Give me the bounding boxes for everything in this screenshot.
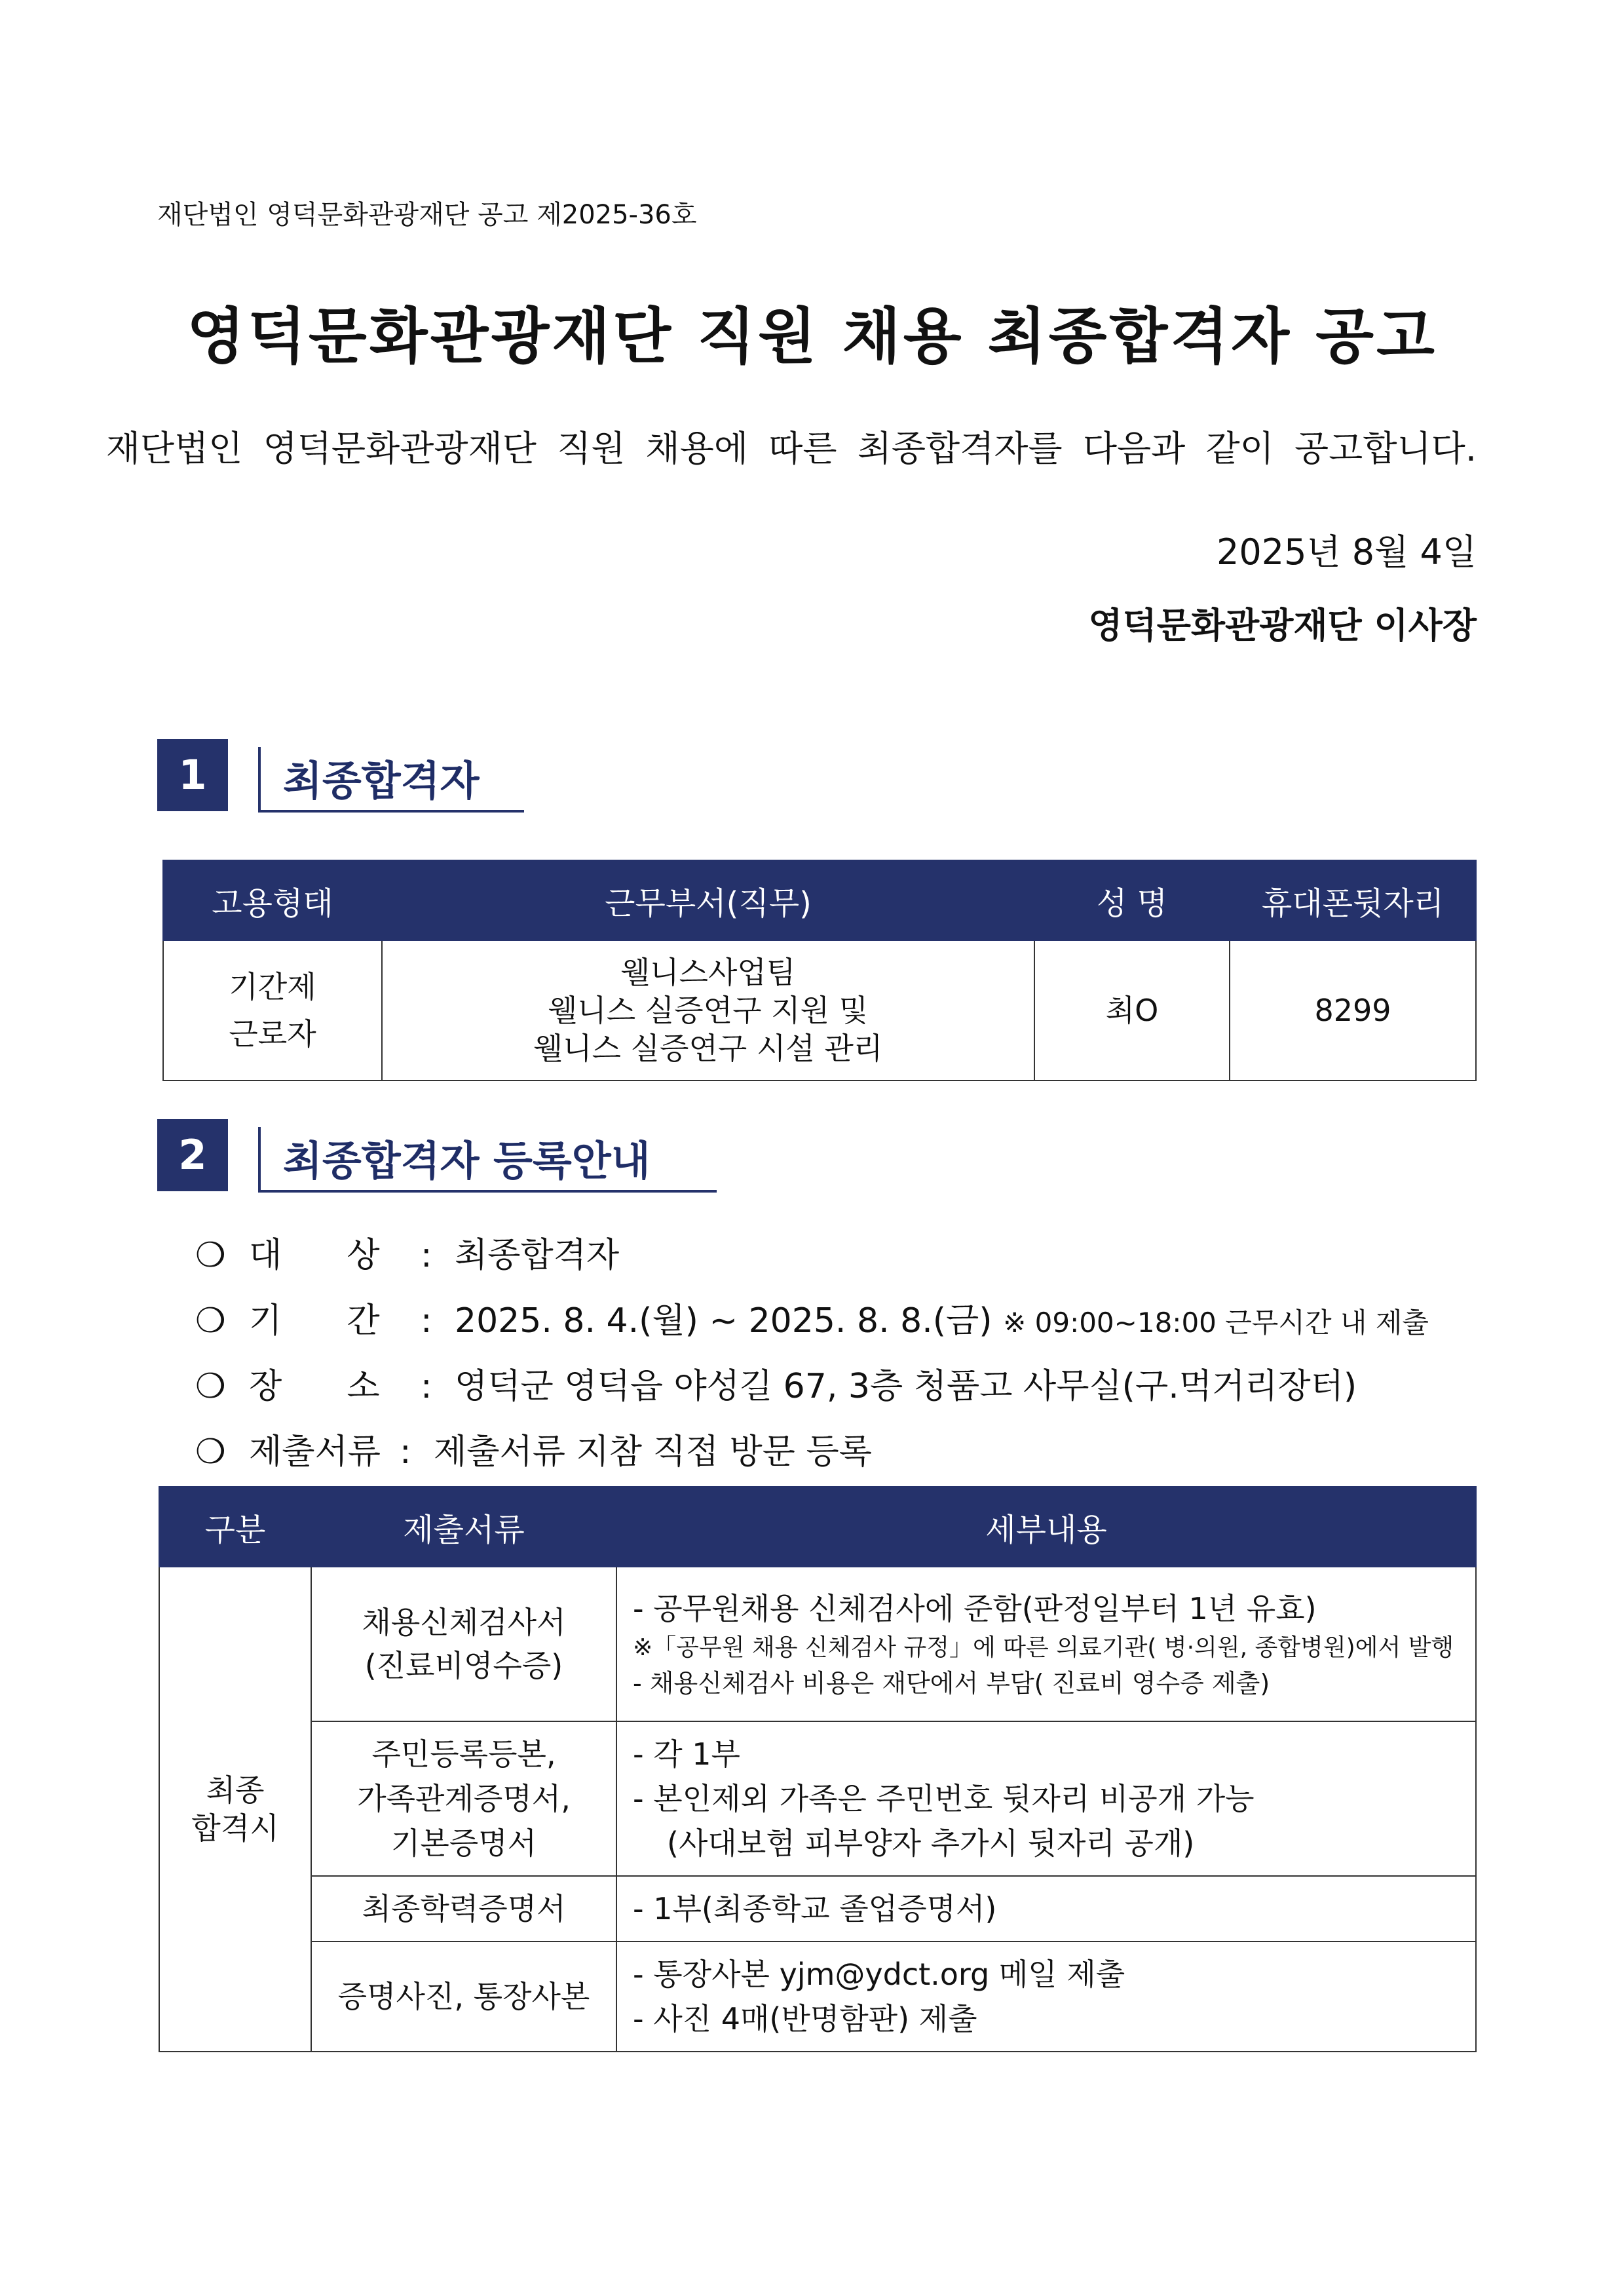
section-divider — [258, 747, 261, 813]
document-cell: 최종학력증명서 — [311, 1876, 616, 1942]
detail-cell — [616, 1721, 1476, 1876]
table-row — [159, 1942, 1476, 2052]
document-cell: 증명사진, 통장사본 — [311, 1942, 616, 2052]
bullet-value: 영덕군 영덕읍 야성길 67, 3층 청품고 사무실(구.먹거리장터) — [455, 1367, 1357, 1406]
header-department: 근무부서(직무) — [382, 860, 1034, 940]
detail-line: (사대보험 피부양자 추가시 뒷자리 공개) — [667, 1826, 1195, 1861]
bullet-label: 장 소 — [249, 1367, 380, 1406]
bullet-colon: : — [421, 1236, 432, 1275]
section-1-heading — [157, 739, 524, 811]
detail-line: - 채용신체검사 비용은 재단에서 부담( 진료비 영수증 제출) — [633, 1669, 1270, 1698]
bullet-value: 2025. 8. 4.(월) ~ 2025. 8. 8.(금) — [455, 1301, 992, 1341]
header-documents: 제출서류 — [311, 1487, 616, 1567]
registration-info-list — [195, 1223, 1429, 1485]
bullet-colon: : — [400, 1432, 411, 1472]
document-cell — [311, 1567, 616, 1721]
category-line: 합격시 — [191, 1810, 279, 1846]
detail-line: - 각 1부 — [633, 1736, 740, 1772]
bullet-colon: : — [421, 1301, 432, 1341]
employment-type-cell — [163, 940, 382, 1081]
circle-bullet-icon: ❍ — [195, 1236, 226, 1275]
department-line: 웰니스사업팀 — [620, 955, 796, 990]
page-title: 영덕문화관광재단 직원 채용 최종합격자 공고 — [187, 301, 1437, 372]
list-item — [195, 1288, 1429, 1354]
table-row — [163, 940, 1476, 1081]
header-employment-type: 고용형태 — [163, 860, 382, 940]
bullet-label: 기 간 — [249, 1301, 380, 1341]
intro-text: 재단법인 영덕문화관광재단 직원 채용에 따른 최종합격자를 다음과 같이 공고합니다. — [105, 428, 1477, 469]
header-category: 구분 — [159, 1487, 311, 1567]
table-row — [159, 1567, 1476, 1721]
category-line: 최종 — [206, 1772, 265, 1808]
detail-line: - 공무원채용 신체검사에 준함(판정일부터 1년 유효) — [633, 1591, 1317, 1626]
phone-cell: 8299 — [1230, 940, 1476, 1081]
section-underline — [258, 1190, 717, 1193]
bullet-note: ※ 09:00~18:00 근무시간 내 제출 — [1003, 1307, 1429, 1339]
document-line: 주민등록등본, — [371, 1736, 556, 1772]
table-row — [159, 1876, 1476, 1942]
list-item — [195, 1354, 1429, 1419]
department-line: 웰니스 실증연구 지원 및 — [548, 993, 869, 1028]
circle-bullet-icon: ❍ — [195, 1367, 226, 1406]
section-1-number: 1 — [157, 739, 228, 811]
bullet-label: 대 상 — [249, 1236, 380, 1275]
bullet-value: 최종합격자 — [455, 1236, 620, 1275]
category-cell — [159, 1567, 311, 2052]
name-cell: 최O — [1034, 940, 1230, 1081]
detail-line: - 사진 4매(반명함판) 제출 — [633, 2001, 977, 2037]
section-2-title: 최종합격자 등록안내 — [283, 1137, 651, 1185]
header-details: 세부내용 — [616, 1487, 1476, 1567]
section-2-heading — [157, 1119, 721, 1191]
document-cell — [311, 1721, 616, 1876]
section-2-number: 2 — [157, 1119, 228, 1191]
notice-date: 2025년 8월 4일 — [1217, 531, 1477, 573]
circle-bullet-icon: ❍ — [195, 1301, 226, 1341]
bullet-label: 제출서류 — [249, 1432, 381, 1472]
issuer: 영덕문화관광재단 이사장 — [1088, 605, 1477, 646]
list-item — [195, 1223, 1429, 1288]
table-row — [159, 1721, 1476, 1876]
document-line: 채용신체검사서 — [362, 1605, 566, 1640]
final-passer-table — [162, 860, 1477, 1081]
section-1-title: 최종합격자 — [283, 757, 480, 805]
bullet-colon: : — [421, 1367, 432, 1406]
document-line: 기본증명서 — [390, 1826, 537, 1861]
detail-cell — [616, 1567, 1476, 1721]
detail-line: - 본인제외 가족은 주민번호 뒷자리 비공개 가능 — [633, 1781, 1255, 1816]
detail-cell: - 1부(최종학교 졸업증명서) — [616, 1876, 1476, 1942]
section-divider — [258, 1127, 261, 1193]
detail-cell — [616, 1942, 1476, 2052]
bullet-value: 제출서류 지참 직접 방문 등록 — [434, 1432, 872, 1472]
table-header-row — [159, 1487, 1476, 1567]
detail-line: ※「공무원 채용 신체검사 규정」에 따른 의료기관( 병·의원, 종합병원)에서 발행 — [633, 1634, 1454, 1661]
document-line: (진료비영수증) — [364, 1648, 563, 1683]
detail-line: - 통장사본 yjm@ydct.org 메일 제출 — [633, 1957, 1125, 1992]
header-name: 성 명 — [1034, 860, 1230, 940]
document-line: 가족관계증명서, — [357, 1781, 571, 1816]
department-line: 웰니스 실증연구 시설 관리 — [533, 1031, 883, 1066]
table-header-row — [163, 860, 1476, 940]
section-underline — [258, 810, 524, 813]
required-documents-table — [159, 1486, 1477, 2052]
header-phone: 휴대폰뒷자리 — [1230, 860, 1476, 940]
employment-type-line: 근로자 — [229, 1016, 316, 1052]
notice-number: 재단법인 영덕문화관광재단 공고 제2025-36호 — [157, 200, 697, 230]
employment-type-line: 기간제 — [229, 969, 316, 1004]
list-item — [195, 1419, 1429, 1485]
circle-bullet-icon: ❍ — [195, 1432, 226, 1472]
detail-line-indented — [633, 1821, 1475, 1866]
department-cell — [382, 940, 1034, 1081]
